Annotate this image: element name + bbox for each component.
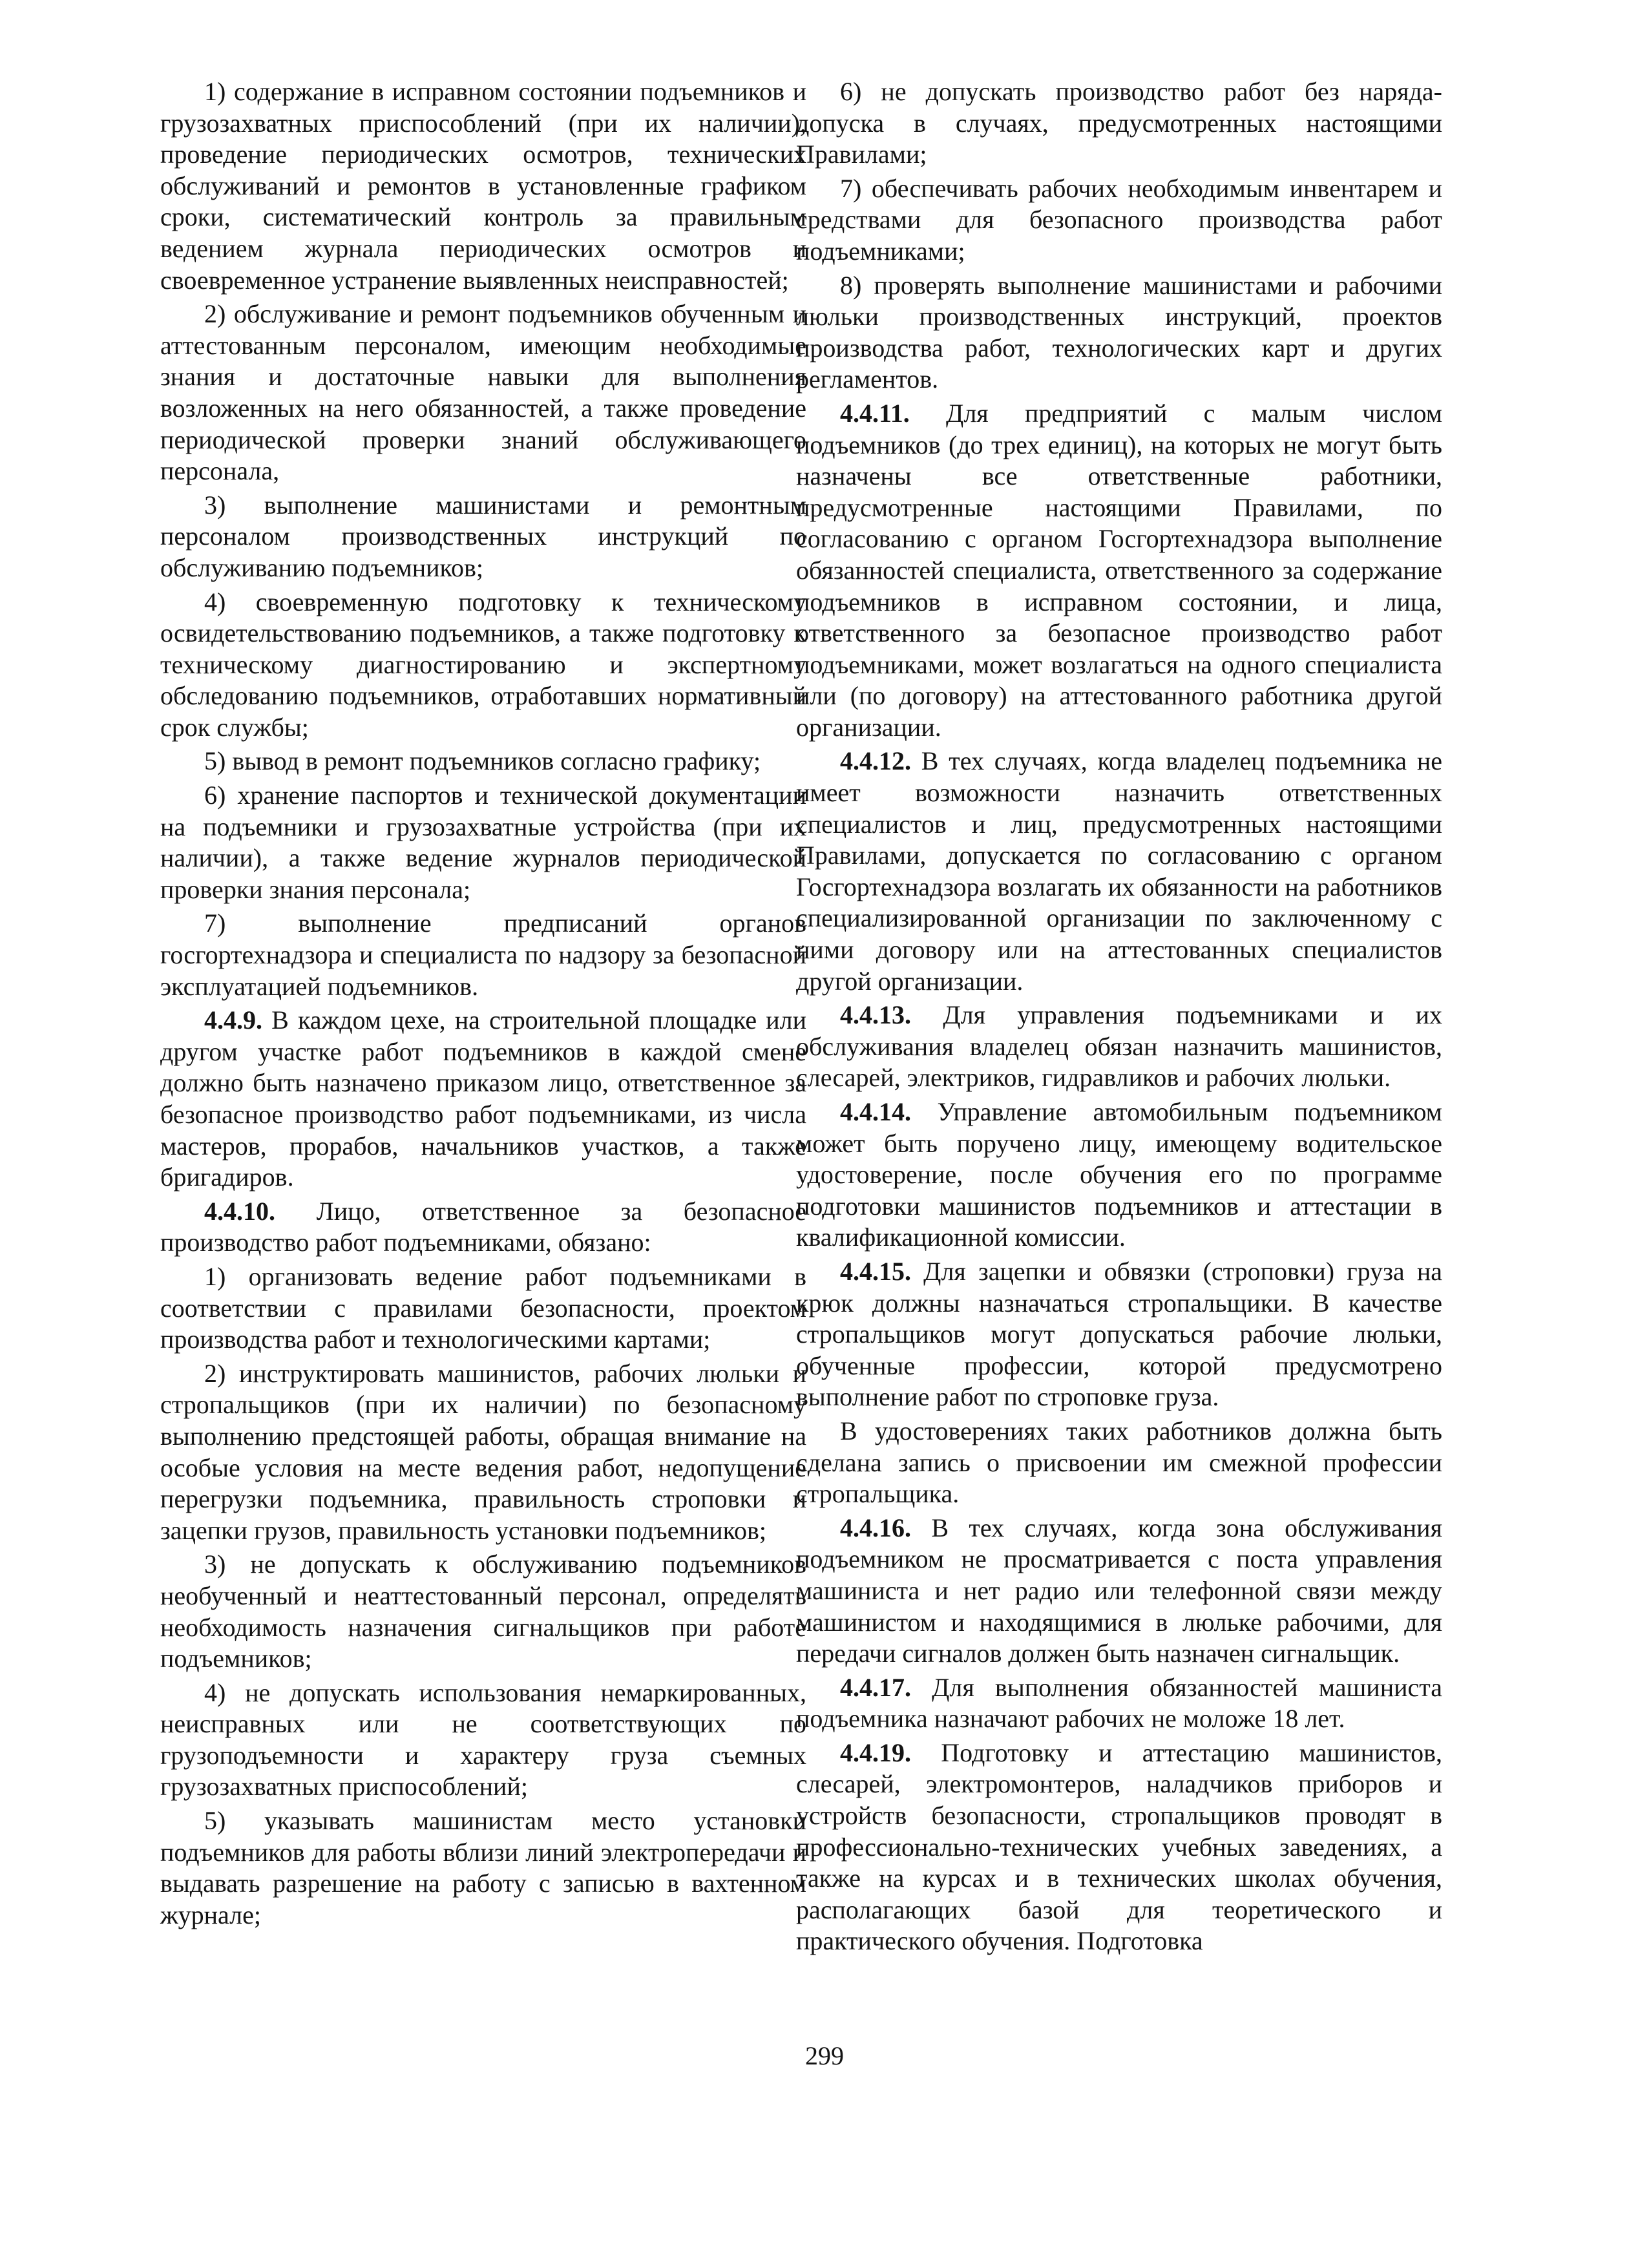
paragraph: [160, 490, 806, 584]
paragraph-text: Для выполнения обязанностей машиниста подъемника назначают рабочих не моложе 18 лет.: [796, 1672, 1442, 1734]
paragraph: [796, 1513, 1442, 1670]
paragraph: [160, 1358, 806, 1547]
paragraph-text: 3) выполнение машинистами и ремонтным персоналом производственных инструкций по обслуживанию подъемников;: [160, 490, 806, 582]
paragraph: [160, 908, 806, 1002]
paragraph-text: 6) не допускать производство работ без наряда-допуска в случаях, предусмотренных настоящими Правилами;: [796, 77, 1442, 169]
paragraph-text: 4) своевременную подготовку к техническому освидетельствованию подъемников, а также подготовку к техническому диагностированию и экспертному обследованию подъемников, отработавших нормативный срок службы;: [160, 587, 806, 742]
paragraph-text: В тех случаях, когда владелец подъемника не имеет возможности назначить ответственных специалистов и лиц, предусмотренных настоящими Правилами, допускается по согласованию с органом Госгортехнадзора возлагать их обязанности на работников специализированной организации по заключенному с ними договору или на аттестованных специалистов другой организации.: [796, 746, 1442, 996]
paragraph-text: Подготовку и аттестацию машинистов, слесарей, электромонтеров, наладчиков приборов и устройств безопасности, стропальщиков проводят в профессионально-технических учебных заведениях, а также на курсах и в технических школах обучения, располагающих базой для теоретического и практического обучения. Подготовка: [796, 1738, 1442, 1956]
paragraph: [160, 299, 806, 487]
paragraph: [160, 1677, 806, 1803]
paragraph-text: 7) выполнение предписаний органов госгортехнадзора и специалиста по надзору за безопасной эксплуатацией подъемников.: [160, 908, 806, 1001]
paragraph: [796, 398, 1442, 744]
paragraph-text: 7) обеспечивать рабочих необходимым инвентарем и средствами для безопасного производства работ подъемниками;: [796, 173, 1442, 266]
paragraph-text: 6) хранение паспортов и технической документации на подъемники и грузозахватные устройства (при их наличии), а также ведение журналов периодической проверки знания персонала;: [160, 781, 806, 904]
paragraph: [796, 1672, 1442, 1735]
clause-number: 4.4.17.: [840, 1672, 911, 1702]
clause-number: 4.4.13.: [840, 1000, 911, 1030]
paragraph: [796, 270, 1442, 395]
paragraph-text: 1) содержание в исправном состоянии подъемников и грузозахватных приспособлений (при их наличии), проведение периодических осмотров, технических обслуживаний и ремонтов в установленные графиком сроки, систематический контроль за правильным ведением журнала периодических осмотров и своевременное устранение выявленных неисправностей;: [160, 77, 806, 295]
paragraph: [796, 1097, 1442, 1254]
paragraph: [796, 746, 1442, 997]
paragraph: [160, 587, 806, 744]
paragraph-text: 4) не допускать использования немаркированных, неисправных или не соответствующих по грузоподъемности и характеру груза съемных грузозахватных приспособлений;: [160, 1677, 806, 1801]
paragraph-text: 2) инструктировать машинистов, рабочих люльки и стропальщиков (при их наличии) по безопасному выполнению предстоящей работы, обращая внимание на особые условия на месте ведения работ, недопущение перегрузки подъемника, правильность строповки и зацепки грузов, правильность установки подъемников;: [160, 1358, 806, 1545]
clause-number: 4.4.9.: [204, 1005, 262, 1035]
paragraph-text: В тех случаях, когда зона обслуживания подъемником не просматривается с поста управления машиниста и нет радио или телефонной связи между машинистом и находящимися в люльке рабочими, для передачи сигналов должен быть назначен сигнальщик.: [796, 1513, 1442, 1668]
paragraph-text: В каждом цехе, на строительной площадке или другом участке работ подъемников в каждой смене должно быть назначено приказом лицо, ответственное за безопасное производство работ подъемниками, из числа мастеров, прорабов, начальников участков, а также бригадиров.: [160, 1005, 806, 1192]
paragraph: [796, 1416, 1442, 1510]
paragraph-text: Для предприятий с малым числом подъемников (до трех единиц), на которых не могут быть назначены все ответственные работники, предусмотренные настоящими Правилами, по согласованию с органом Госгортехнадзора выполнение обязанностей специалиста, ответственного за содержание подъемников в исправном состоянии, и лица, ответственного за безопасное производство работ подъемниками, может возлагаться на одного специалиста или (по договору) на аттестованного работника другой организации.: [796, 398, 1442, 742]
clause-number: 4.4.12.: [840, 746, 911, 776]
paragraph: [796, 1256, 1442, 1413]
paragraph-text: Управление автомобильным подъемником может быть поручено лицу, имеющему водительское удостоверение, после обучения его по программе подготовки машинистов подъемников и аттестации в квалификационной комиссии.: [796, 1097, 1442, 1252]
paragraph: [796, 1738, 1442, 1957]
right-column: [796, 76, 1442, 1960]
paragraph: [160, 1196, 806, 1259]
paragraph: [160, 1005, 806, 1193]
paragraph-text: 8) проверять выполнение машинистами и рабочими люльки производственных инструкций, проектов производства работ, технологических карт и других регламентов.: [796, 270, 1442, 394]
paragraph: [160, 1261, 806, 1356]
paragraph: [160, 780, 806, 905]
paragraph-text: 3) не допускать к обслуживанию подъемников необученный и неаттестованный персонал, определять необходимость назначения сигнальщиков при работе подъемников;: [160, 1549, 806, 1674]
paragraph-text: 5) указывать машинистам место установки подъемников для работы вблизи линий электропередачи и выдавать разрешение на работу с записью в вахтенном журнале;: [160, 1806, 806, 1929]
page-number: 299: [805, 2041, 844, 2070]
left-column: [160, 76, 806, 1933]
paragraph: [796, 173, 1442, 268]
paragraph-text: В удостоверениях таких работников должна быть сделана запись о присвоении им смежной профессии стропальщика.: [796, 1416, 1442, 1509]
paragraph: [160, 746, 806, 777]
paragraph-text: Для зацепки и обвязки (строповки) груза на крюк должны назначаться стропальщики. В качестве стропальщиков могут допускаться рабочие люльки, обученные профессии, которой предусмотрено выполнение работ по строповке груза.: [796, 1256, 1442, 1412]
paragraph-text: Лицо, ответственное за безопасное производство работ подъемниками, обязано:: [160, 1196, 806, 1257]
paragraph: [160, 1805, 806, 1931]
paragraph-text: 1) организовать ведение работ подъемниками в соответствии с правилами безопасности, проектом производства работ и технологическими картами;: [160, 1261, 806, 1354]
paragraph: [160, 1549, 806, 1674]
clause-number: 4.4.14.: [840, 1097, 911, 1126]
clause-number: 4.4.19.: [840, 1738, 911, 1767]
paragraph-text: 2) обслуживание и ремонт подъемников обученным и аттестованным персоналом, имеющим необходимые знания и достаточные навыки для выполнения возложенных на него обязанностей, а также проведение периодической проверки знаний обслуживающего персонала,: [160, 299, 806, 486]
clause-number: 4.4.16.: [840, 1513, 911, 1542]
paragraph-text: 5) вывод в ремонт подъемников согласно графику;: [204, 746, 761, 776]
clause-number: 4.4.10.: [204, 1196, 275, 1226]
clause-number: 4.4.11.: [840, 398, 910, 428]
paragraph: [160, 76, 806, 296]
paragraph-text: Для управления подъемниками и их обслуживания владелец обязан назначить машинистов, слесарей, электриков, гидравликов и рабочих люльки.: [796, 1000, 1442, 1093]
paragraph: [796, 76, 1442, 171]
clause-number: 4.4.15.: [840, 1256, 911, 1286]
paragraph: [796, 1000, 1442, 1094]
